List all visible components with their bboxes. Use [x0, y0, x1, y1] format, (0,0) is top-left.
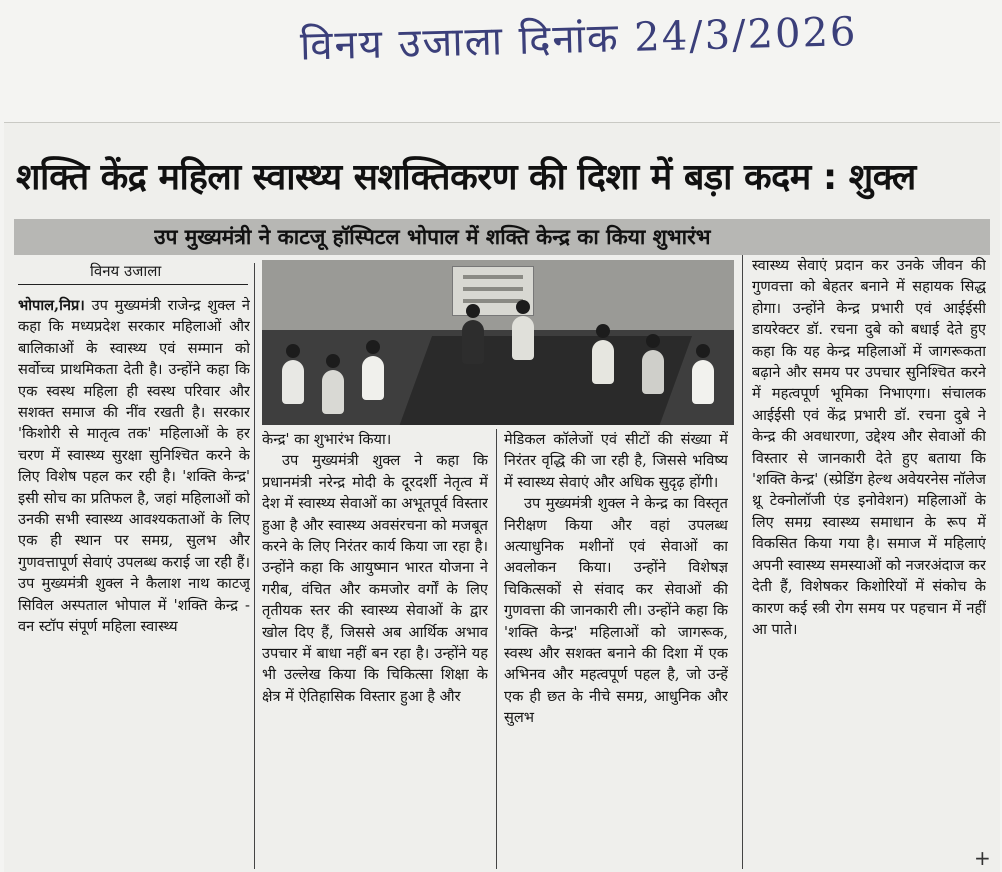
photo-person-head: [366, 340, 380, 354]
subheadline-band: [14, 219, 990, 255]
photo-person: [362, 356, 384, 400]
photo-person-head: [516, 300, 530, 314]
column-3: [504, 429, 728, 869]
photo-person: [322, 370, 344, 414]
photo-person-head: [326, 354, 340, 368]
photo-person-head: [596, 324, 610, 338]
column-3-para-2: उप मुख्यमंत्री शुक्ल ने केन्द्र का विस्तृत निरीक्षण किया और वहां उपलब्ध अत्याधुनिक मशीनों एवं सेवाओं का अवलोकन किया। उन्होंने विशेषज्ञ चिकित्सकों से संवाद कर सेवाओं की गुणवत्ता की जानकारी ली। उन्होंने कहा कि 'शक्ति केन्द्र' महिलाओं को जागरूक, स्वस्थ और सशक्त बनाने की दिशा में एक अभिनव और महत्वपूर्ण पहल है, जो उन्हें एक ही छत के नीचे समग्र, आधुनिक और सुलभ: [504, 495, 728, 727]
column-divider: [254, 263, 255, 869]
photo-person-head: [646, 334, 660, 348]
column-1-text: उप मुख्यमंत्री राजेन्द्र शुक्ल ने कहा कि मध्यप्रदेश सरकार महिलाओं और बालिकाओं के स्वास्थ्य एवं सम्मान को सर्वोच्च प्राथमिकता देती है। उन्होंने कहा कि एक स्वस्थ महिला ही स्वस्थ परिवार और सशक्त समाज की नींव रखती है। सरकार 'किशोरी से मातृत्व तक' महिलाओं के हर चरण में स्वास्थ्य सुरक्षा सुनिश्चित करने के लिए विशेष पहल कर रही है। 'शक्ति केन्द्र' इसी सोच का प्रतिफल है, जहां महिलाओं को उनकी सभी स्वास्थ्य आवश्यकताओं के लिए एक ही स्थान पर समग्र, सुलभ और गुणवत्तापूर्ण सेवाएं उपलब्ध कराई जा रही हैं। उप मुख्यमंत्री शुक्ल ने कैलाश नाथ काटजू सिविल अस्पताल भोपाल में 'शक्ति केन्द्र - वन स्टॉप संपूर्ण महिला स्वास्थ्य: [18, 297, 250, 636]
column-4-text: स्वास्थ्य सेवाएं प्रदान कर उनके जीवन की गुणवत्ता को बेहतर बनाने में सहायक सिद्ध होगा। उन्होंने केन्द्र प्रभारी एवं आईईसी डायरेक्टर डॉ. रचना दुबे को बधाई देते हुए कहा कि यह केन्द्र महिलाओं में जागरूकता बढ़ाने और समय पर उपचार सुनिश्चित करने में महत्वपूर्ण भूमिका निभाएगा। संचालक आईईसी एवं केंद्र प्रभारी डॉ. रचना दुबे ने केन्द्र की अवधारणा, उद्देश्य और सेवाओं की विस्तार से जानकारी देते हुए बताया कि 'शक्ति केन्द्र' (स्प्रेडिंग हेल्थ अवेयरनेस नॉलेज थ्रू टेक्नोलॉजी एंड इनोवेशन) महिलाओं के लिए समग्र स्वास्थ्य समाधान के रूप में विकसित किया गया है। समाज में महिलाएं अपनी स्वास्थ्य समस्याओं को नजरअंदाज कर देती हैं, विशेषकर किशोरियों में संकोच के कारण कई स्त्री रोग समय पर पहचान में नहीं आ पाते।: [752, 257, 986, 638]
photo-person: [512, 316, 534, 360]
photo-person: [592, 340, 614, 384]
column-3-para-1: मेडिकल कॉलेजों एवं सीटों की संख्या में निरंतर वृद्धि की जा रही है, जिससे भविष्य में स्वास्थ्य सेवाएं और अधिक सुदृढ़ होंगी।: [504, 431, 728, 491]
photo-person-head: [696, 344, 710, 358]
column-2: [262, 429, 488, 869]
crop-mark-icon: +: [974, 846, 991, 870]
column-1: [18, 295, 250, 869]
photo-person: [462, 320, 484, 364]
photo-person: [692, 360, 714, 404]
event-photo: [262, 260, 734, 425]
column-2-para-2: उप मुख्यमंत्री शुक्ल ने कहा कि प्रधानमंत्री नरेन्द्र मोदी के दूरदर्शी नेतृत्व में देश में स्वास्थ्य सेवाओं का अभूतपूर्व विस्तार हुआ है और स्वास्थ्य अवसंरचना को मजबूत करने के लिए निरंतर कार्य किया जा रहा है। उन्होंने कहा कि आयुष्मान भारत योजना ने गरीब, वंचित और कमजोर वर्गों के लिए तृतीयक स्तर की स्वास्थ्य सेवाओं के द्वार खोल दिए हैं, जिससे अब आर्थिक अभाव उपचार में बाधा नहीं बन रहा है। उन्होंने यह भी उल्लेख किया कि चिकित्सा शिक्षा के क्षेत्र में ऐतिहासिक विस्तार हुआ है और: [262, 452, 488, 705]
dateline: भोपाल,निप्र।: [18, 297, 85, 314]
handwritten-date-note: विनय उजाला दिनांक 24/3/2026: [299, 9, 858, 70]
article-subheadline: उप मुख्यमंत्री ने काटजू हॉस्पिटल भोपाल में शक्ति केन्द्र का किया शुभारंभ: [154, 225, 711, 249]
article-headline: शक्ति केंद्र महिला स्वास्थ्य सशक्तिकरण की दिशा में बड़ा कदम : शुक्ल: [16, 157, 916, 198]
byline: विनय उजाला: [18, 257, 248, 285]
newspaper-clipping: [4, 122, 1000, 872]
column-4: [752, 255, 986, 869]
column-divider: [742, 255, 743, 869]
photo-person: [642, 350, 664, 394]
column-divider: [496, 429, 497, 869]
photo-person-head: [466, 304, 480, 318]
photo-person: [282, 360, 304, 404]
photo-person-head: [286, 344, 300, 358]
column-2-para-1: केन्द्र' का शुभारंभ किया।: [262, 431, 392, 448]
